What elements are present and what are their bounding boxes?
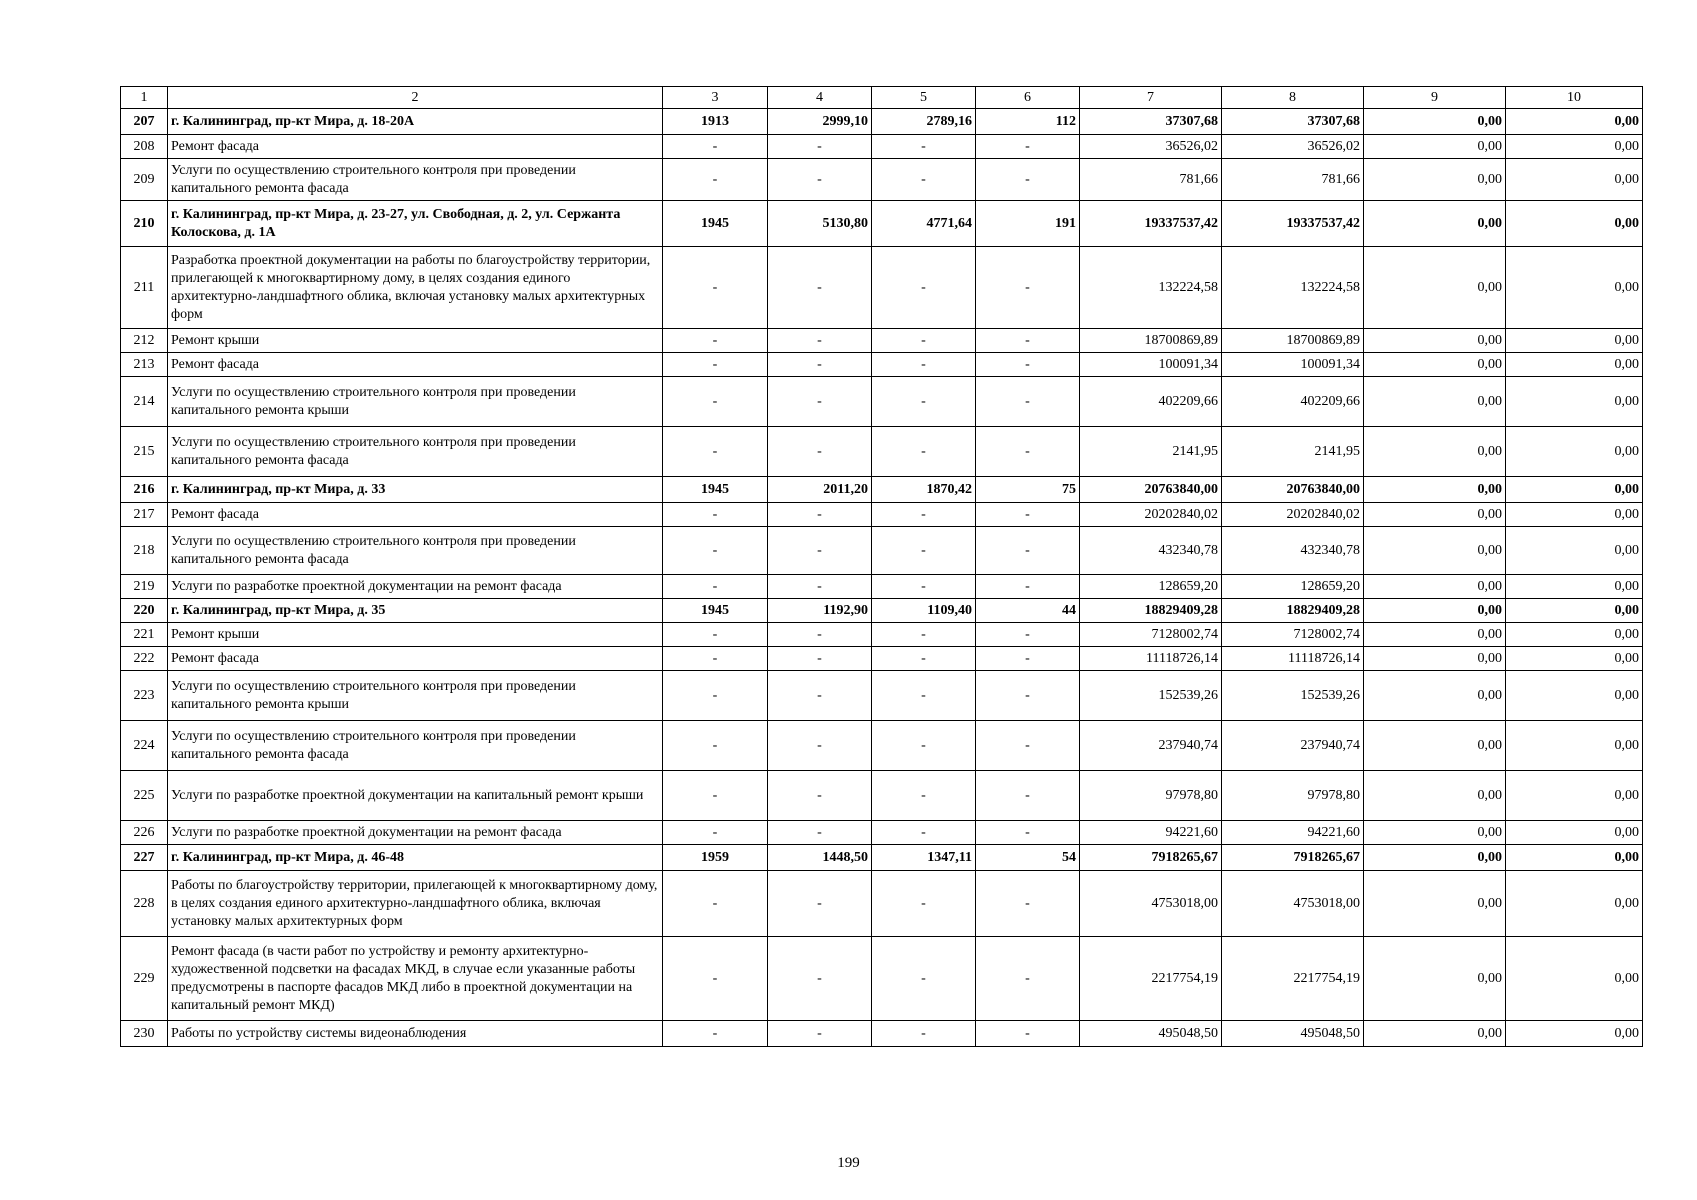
col-7-value: 18829409,28	[1080, 599, 1222, 623]
col-8-value: 432340,78	[1222, 527, 1364, 575]
col-4-value: 2011,20	[768, 477, 872, 503]
header-cell: 8	[1222, 87, 1364, 109]
col-9-value: 0,00	[1364, 201, 1506, 247]
col-3-value: -	[663, 1021, 768, 1047]
col-9-value: 0,00	[1364, 1021, 1506, 1047]
col-10-value: 0,00	[1506, 671, 1643, 721]
row-number: 216	[121, 477, 168, 503]
col-4-value: -	[768, 159, 872, 201]
table-row	[121, 353, 1643, 377]
col-7-value: 402209,66	[1080, 377, 1222, 427]
col-3-value: -	[663, 329, 768, 353]
row-number: 208	[121, 135, 168, 159]
page-number: 199	[837, 1155, 860, 1171]
table-body	[121, 87, 1643, 1047]
col-3-value: -	[663, 771, 768, 821]
col-5-value: -	[872, 937, 976, 1021]
col-8-value: 4753018,00	[1222, 871, 1364, 937]
col-10-value: 0,00	[1506, 871, 1643, 937]
col-3-value: -	[663, 353, 768, 377]
col-5-value: -	[872, 871, 976, 937]
work-name: г. Калининград, пр-кт Мира, д. 33	[168, 477, 663, 503]
col-10-value: 0,00	[1506, 353, 1643, 377]
col-9-value: 0,00	[1364, 477, 1506, 503]
col-4-value: -	[768, 427, 872, 477]
row-number: 207	[121, 109, 168, 135]
table-row	[121, 937, 1643, 1021]
col-6-value: -	[976, 503, 1080, 527]
col-10-value: 0,00	[1506, 845, 1643, 871]
col-4-value: -	[768, 135, 872, 159]
col-9-value: 0,00	[1364, 159, 1506, 201]
row-number: 220	[121, 599, 168, 623]
table-row	[121, 623, 1643, 647]
work-name: Ремонт фасада	[168, 503, 663, 527]
table-row	[121, 159, 1643, 201]
col-4-value: -	[768, 575, 872, 599]
col-8-value: 7918265,67	[1222, 845, 1364, 871]
col-9-value: 0,00	[1364, 871, 1506, 937]
col-7-value: 495048,50	[1080, 1021, 1222, 1047]
col-9-value: 0,00	[1364, 647, 1506, 671]
col-7-value: 432340,78	[1080, 527, 1222, 575]
table-row	[121, 599, 1643, 623]
col-3-value: 1945	[663, 477, 768, 503]
work-name: Работы по благоустройству территории, прилегающей к многоквартирному дому, в целях создания единого архитектурно-ландшафтного облика, включая установку малых архитектурных форм	[168, 871, 663, 937]
col-5-value: -	[872, 647, 976, 671]
row-number: 219	[121, 575, 168, 599]
work-name: г. Калининград, пр-кт Мира, д. 18-20А	[168, 109, 663, 135]
col-9-value: 0,00	[1364, 329, 1506, 353]
header-row	[121, 87, 1643, 109]
col-4-value: -	[768, 353, 872, 377]
col-8-value: 19337537,42	[1222, 201, 1364, 247]
col-5-value: -	[872, 503, 976, 527]
col-3-value: -	[663, 247, 768, 329]
work-name: Услуги по разработке проектной документации на капитальный ремонт крыши	[168, 771, 663, 821]
header-cell: 4	[768, 87, 872, 109]
header-cell: 6	[976, 87, 1080, 109]
col-5-value: -	[872, 1021, 976, 1047]
col-5-value: 2789,16	[872, 109, 976, 135]
work-name: Ремонт фасада	[168, 353, 663, 377]
col-10-value: 0,00	[1506, 135, 1643, 159]
col-6-value: 191	[976, 201, 1080, 247]
work-name: Услуги по осуществлению строительного контроля при проведении капитального ремонта фасада	[168, 159, 663, 201]
col-4-value: -	[768, 247, 872, 329]
row-number: 229	[121, 937, 168, 1021]
work-name: Работы по устройству системы видеонаблюдения	[168, 1021, 663, 1047]
col-8-value: 128659,20	[1222, 575, 1364, 599]
col-6-value: 75	[976, 477, 1080, 503]
col-6-value: -	[976, 671, 1080, 721]
col-5-value: -	[872, 671, 976, 721]
work-name: Ремонт фасада	[168, 135, 663, 159]
col-7-value: 36526,02	[1080, 135, 1222, 159]
col-4-value: -	[768, 647, 872, 671]
col-8-value: 20202840,02	[1222, 503, 1364, 527]
row-number: 225	[121, 771, 168, 821]
col-8-value: 2141,95	[1222, 427, 1364, 477]
col-5-value: -	[872, 527, 976, 575]
col-8-value: 781,66	[1222, 159, 1364, 201]
col-3-value: -	[663, 623, 768, 647]
work-name: Услуги по осуществлению строительного контроля при проведении капитального ремонта фасада	[168, 427, 663, 477]
col-9-value: 0,00	[1364, 427, 1506, 477]
row-number: 224	[121, 721, 168, 771]
work-name: Ремонт фасада (в части работ по устройству и ремонту архитектурно-художественной подсветки на фасадах МКД, в случае если указанные работы предусмотрены в паспорте фасадов МКД либо в проектной документации на капитальный ремонт МКД)	[168, 937, 663, 1021]
table-row	[121, 201, 1643, 247]
col-10-value: 0,00	[1506, 377, 1643, 427]
table-row	[121, 721, 1643, 771]
col-8-value: 20763840,00	[1222, 477, 1364, 503]
col-6-value: -	[976, 329, 1080, 353]
col-6-value: 54	[976, 845, 1080, 871]
header-cell: 10	[1506, 87, 1643, 109]
col-7-value: 2141,95	[1080, 427, 1222, 477]
work-name: г. Калининград, пр-кт Мира, д. 23-27, ул. Свободная, д. 2, ул. Сержанта Колоскова, д. 1А	[168, 201, 663, 247]
work-name: Услуги по разработке проектной документации на ремонт фасада	[168, 821, 663, 845]
col-7-value: 7918265,67	[1080, 845, 1222, 871]
col-5-value: -	[872, 427, 976, 477]
col-4-value: -	[768, 503, 872, 527]
col-8-value: 495048,50	[1222, 1021, 1364, 1047]
col-6-value: -	[976, 871, 1080, 937]
table-row	[121, 109, 1643, 135]
col-10-value: 0,00	[1506, 477, 1643, 503]
col-4-value: -	[768, 1021, 872, 1047]
col-5-value: -	[872, 377, 976, 427]
col-3-value: 1959	[663, 845, 768, 871]
col-6-value: -	[976, 159, 1080, 201]
col-9-value: 0,00	[1364, 671, 1506, 721]
capital-repair-table	[120, 86, 1643, 1047]
table-row	[121, 503, 1643, 527]
col-3-value: -	[663, 135, 768, 159]
col-5-value: -	[872, 247, 976, 329]
col-7-value: 237940,74	[1080, 721, 1222, 771]
col-4-value: -	[768, 527, 872, 575]
col-3-value: -	[663, 647, 768, 671]
col-8-value: 7128002,74	[1222, 623, 1364, 647]
col-8-value: 18700869,89	[1222, 329, 1364, 353]
row-number: 227	[121, 845, 168, 871]
row-number: 223	[121, 671, 168, 721]
col-4-value: 1192,90	[768, 599, 872, 623]
work-name: Услуги по осуществлению строительного контроля при проведении капитального ремонта крыши	[168, 377, 663, 427]
col-10-value: 0,00	[1506, 771, 1643, 821]
col-8-value: 132224,58	[1222, 247, 1364, 329]
col-10-value: 0,00	[1506, 427, 1643, 477]
col-4-value: -	[768, 871, 872, 937]
col-6-value: -	[976, 623, 1080, 647]
col-9-value: 0,00	[1364, 821, 1506, 845]
col-3-value: -	[663, 821, 768, 845]
col-6-value: -	[976, 247, 1080, 329]
col-4-value: 1448,50	[768, 845, 872, 871]
col-10-value: 0,00	[1506, 201, 1643, 247]
col-10-value: 0,00	[1506, 1021, 1643, 1047]
col-10-value: 0,00	[1506, 159, 1643, 201]
col-9-value: 0,00	[1364, 247, 1506, 329]
col-9-value: 0,00	[1364, 599, 1506, 623]
row-number: 213	[121, 353, 168, 377]
col-8-value: 152539,26	[1222, 671, 1364, 721]
col-7-value: 152539,26	[1080, 671, 1222, 721]
col-7-value: 4753018,00	[1080, 871, 1222, 937]
col-8-value: 37307,68	[1222, 109, 1364, 135]
col-3-value: -	[663, 159, 768, 201]
table-row	[121, 871, 1643, 937]
col-7-value: 132224,58	[1080, 247, 1222, 329]
col-5-value: -	[872, 821, 976, 845]
col-3-value: -	[663, 527, 768, 575]
col-3-value: -	[663, 871, 768, 937]
row-number: 215	[121, 427, 168, 477]
col-5-value: -	[872, 329, 976, 353]
col-7-value: 20202840,02	[1080, 503, 1222, 527]
col-8-value: 2217754,19	[1222, 937, 1364, 1021]
table-row	[121, 477, 1643, 503]
col-5-value: -	[872, 771, 976, 821]
col-6-value: -	[976, 353, 1080, 377]
col-7-value: 100091,34	[1080, 353, 1222, 377]
row-number: 214	[121, 377, 168, 427]
work-name: Разработка проектной документации на работы по благоустройству территории, прилегающей к многоквартирному дому, в целях создания единого архитектурно-ландшафтного облика, включая установку малых архитектурных форм	[168, 247, 663, 329]
col-9-value: 0,00	[1364, 845, 1506, 871]
table-row	[121, 821, 1643, 845]
col-4-value: 5130,80	[768, 201, 872, 247]
col-3-value: -	[663, 503, 768, 527]
col-4-value: -	[768, 771, 872, 821]
col-10-value: 0,00	[1506, 821, 1643, 845]
table-row	[121, 647, 1643, 671]
work-name: Услуги по разработке проектной документации на ремонт фасада	[168, 575, 663, 599]
col-9-value: 0,00	[1364, 721, 1506, 771]
table-row	[121, 527, 1643, 575]
col-4-value: 2999,10	[768, 109, 872, 135]
table-row	[121, 845, 1643, 871]
col-6-value: 112	[976, 109, 1080, 135]
work-name: Услуги по осуществлению строительного контроля при проведении капитального ремонта фасада	[168, 721, 663, 771]
col-6-value: -	[976, 527, 1080, 575]
col-6-value: -	[976, 377, 1080, 427]
col-6-value: -	[976, 721, 1080, 771]
row-number: 211	[121, 247, 168, 329]
col-5-value: -	[872, 135, 976, 159]
col-10-value: 0,00	[1506, 109, 1643, 135]
col-4-value: -	[768, 721, 872, 771]
col-3-value: 1945	[663, 201, 768, 247]
col-6-value: -	[976, 647, 1080, 671]
col-9-value: 0,00	[1364, 377, 1506, 427]
col-3-value: -	[663, 721, 768, 771]
col-5-value: -	[872, 623, 976, 647]
col-7-value: 18700869,89	[1080, 329, 1222, 353]
table-row	[121, 575, 1643, 599]
col-3-value: -	[663, 671, 768, 721]
col-7-value: 20763840,00	[1080, 477, 1222, 503]
table-row	[121, 135, 1643, 159]
col-10-value: 0,00	[1506, 503, 1643, 527]
col-7-value: 128659,20	[1080, 575, 1222, 599]
col-7-value: 7128002,74	[1080, 623, 1222, 647]
col-3-value: 1945	[663, 599, 768, 623]
table-row	[121, 427, 1643, 477]
col-9-value: 0,00	[1364, 623, 1506, 647]
col-10-value: 0,00	[1506, 527, 1643, 575]
col-5-value: 1870,42	[872, 477, 976, 503]
col-8-value: 11118726,14	[1222, 647, 1364, 671]
row-number: 212	[121, 329, 168, 353]
col-3-value: -	[663, 937, 768, 1021]
header-cell: 1	[121, 87, 168, 109]
col-3-value: -	[663, 575, 768, 599]
col-3-value: -	[663, 427, 768, 477]
col-6-value: -	[976, 427, 1080, 477]
col-9-value: 0,00	[1364, 135, 1506, 159]
col-10-value: 0,00	[1506, 721, 1643, 771]
work-name: г. Калининград, пр-кт Мира, д. 46-48	[168, 845, 663, 871]
work-name: г. Калининград, пр-кт Мира, д. 35	[168, 599, 663, 623]
col-10-value: 0,00	[1506, 599, 1643, 623]
header-cell: 3	[663, 87, 768, 109]
col-5-value: -	[872, 721, 976, 771]
col-5-value: 1347,11	[872, 845, 976, 871]
col-5-value: 1109,40	[872, 599, 976, 623]
header-cell: 7	[1080, 87, 1222, 109]
row-number: 228	[121, 871, 168, 937]
col-6-value: -	[976, 135, 1080, 159]
col-9-value: 0,00	[1364, 527, 1506, 575]
col-9-value: 0,00	[1364, 937, 1506, 1021]
col-7-value: 781,66	[1080, 159, 1222, 201]
row-number: 230	[121, 1021, 168, 1047]
col-6-value: -	[976, 937, 1080, 1021]
col-5-value: -	[872, 353, 976, 377]
col-6-value: -	[976, 821, 1080, 845]
col-4-value: -	[768, 623, 872, 647]
row-number: 221	[121, 623, 168, 647]
work-name: Ремонт крыши	[168, 623, 663, 647]
col-7-value: 19337537,42	[1080, 201, 1222, 247]
col-4-value: -	[768, 377, 872, 427]
col-7-value: 37307,68	[1080, 109, 1222, 135]
work-name: Ремонт крыши	[168, 329, 663, 353]
col-3-value: 1913	[663, 109, 768, 135]
col-8-value: 36526,02	[1222, 135, 1364, 159]
row-number: 217	[121, 503, 168, 527]
table-row	[121, 771, 1643, 821]
col-9-value: 0,00	[1364, 575, 1506, 599]
table-row	[121, 1021, 1643, 1047]
row-number: 210	[121, 201, 168, 247]
header-cell: 5	[872, 87, 976, 109]
col-9-value: 0,00	[1364, 109, 1506, 135]
table-row	[121, 671, 1643, 721]
col-8-value: 100091,34	[1222, 353, 1364, 377]
col-7-value: 2217754,19	[1080, 937, 1222, 1021]
row-number: 226	[121, 821, 168, 845]
col-10-value: 0,00	[1506, 623, 1643, 647]
col-6-value: -	[976, 575, 1080, 599]
col-8-value: 97978,80	[1222, 771, 1364, 821]
col-5-value: 4771,64	[872, 201, 976, 247]
work-name: Ремонт фасада	[168, 647, 663, 671]
header-cell: 2	[168, 87, 663, 109]
col-3-value: -	[663, 377, 768, 427]
col-5-value: -	[872, 575, 976, 599]
col-7-value: 97978,80	[1080, 771, 1222, 821]
table-row	[121, 377, 1643, 427]
col-10-value: 0,00	[1506, 247, 1643, 329]
col-10-value: 0,00	[1506, 647, 1643, 671]
col-8-value: 18829409,28	[1222, 599, 1364, 623]
col-8-value: 402209,66	[1222, 377, 1364, 427]
col-8-value: 237940,74	[1222, 721, 1364, 771]
table-row	[121, 329, 1643, 353]
col-9-value: 0,00	[1364, 771, 1506, 821]
work-name: Услуги по осуществлению строительного контроля при проведении капитального ремонта фасада	[168, 527, 663, 575]
col-8-value: 94221,60	[1222, 821, 1364, 845]
header-cell: 9	[1364, 87, 1506, 109]
col-6-value: -	[976, 771, 1080, 821]
work-name: Услуги по осуществлению строительного контроля при проведении капитального ремонта крыши	[168, 671, 663, 721]
row-number: 222	[121, 647, 168, 671]
col-10-value: 0,00	[1506, 575, 1643, 599]
col-9-value: 0,00	[1364, 503, 1506, 527]
row-number: 218	[121, 527, 168, 575]
col-10-value: 0,00	[1506, 937, 1643, 1021]
col-10-value: 0,00	[1506, 329, 1643, 353]
row-number: 209	[121, 159, 168, 201]
col-6-value: -	[976, 1021, 1080, 1047]
col-9-value: 0,00	[1364, 353, 1506, 377]
table-row	[121, 247, 1643, 329]
col-4-value: -	[768, 821, 872, 845]
col-4-value: -	[768, 671, 872, 721]
col-4-value: -	[768, 937, 872, 1021]
col-7-value: 94221,60	[1080, 821, 1222, 845]
col-4-value: -	[768, 329, 872, 353]
col-5-value: -	[872, 159, 976, 201]
col-6-value: 44	[976, 599, 1080, 623]
col-7-value: 11118726,14	[1080, 647, 1222, 671]
